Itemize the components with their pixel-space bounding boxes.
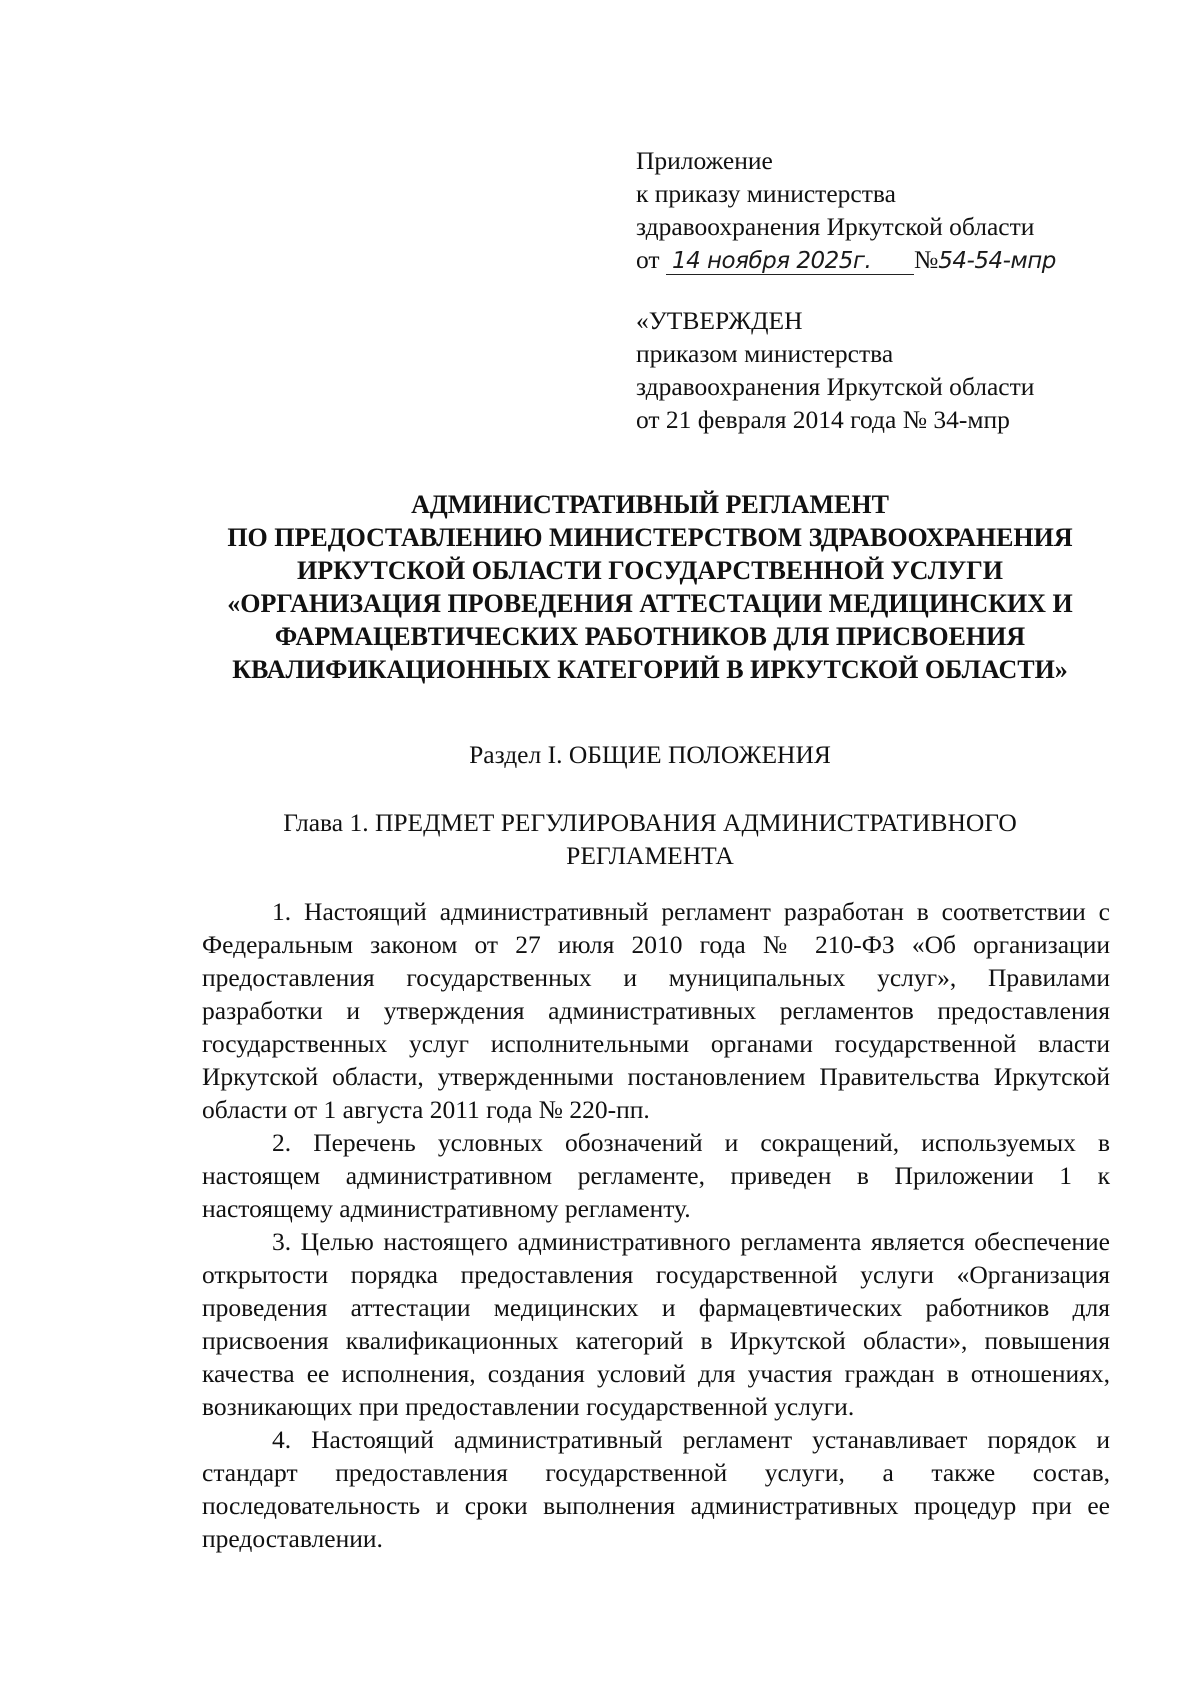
approved-line-3: здравоохранения Иркутской области	[636, 372, 1035, 401]
order-number-label: №	[913, 245, 939, 274]
title-line: ФАРМАЦЕВТИЧЕСКИХ РАБОТНИКОВ ДЛЯ ПРИСВОЕНИЯ	[274, 622, 1026, 651]
appendix-block	[636, 144, 1116, 276]
title-line: «ОРГАНИЗАЦИЯ ПРОВЕДЕНИЯ АТТЕСТАЦИИ МЕДИЦИНСКИХ И	[227, 589, 1073, 618]
document-title	[180, 488, 1120, 686]
title-line: ИРКУТСКОЙ ОБЛАСТИ ГОСУДАРСТВЕННОЙ УСЛУГИ	[296, 556, 1004, 585]
title-line: АДМИНИСТРАТИВНЫЙ РЕГЛАМЕНТ	[411, 490, 889, 519]
approved-line-1: «УТВЕРЖДЕН	[636, 306, 803, 335]
handwritten-order-date: 14 ноября 2025г.	[666, 248, 914, 275]
paragraph-3: 3. Целью настоящего административного регламента является обеспечение открытости порядка предоставления государственной услуги «Организация проведения аттестации медицинских и фармацевтических работников для присвоения квалификационных категорий в Иркутской области», повышения качества ее исполнения, создания условий для участия граждан в отношениях, возникающих при предоставлении государственной услуги.	[202, 1227, 1110, 1421]
chapter-heading-line-1: Глава 1. ПРЕДМЕТ РЕГУЛИРОВАНИЯ АДМИНИСТРАТИВНОГО	[283, 808, 1017, 837]
chapter-heading-line-2: РЕГЛАМЕНТА	[566, 841, 734, 870]
approved-block	[636, 304, 1116, 436]
appendix-line-1: Приложение	[636, 146, 773, 175]
handwritten-order-number: 54-54-мпр	[938, 248, 1056, 274]
appendix-line-3: здравоохранения Иркутской области	[636, 212, 1035, 241]
approved-line-4: от 21 февраля 2014 года № 34-мпр	[636, 405, 1010, 434]
appendix-line-2: к приказу министерства	[636, 179, 896, 208]
chapter-heading	[180, 806, 1120, 872]
paragraph-1: 1. Настоящий административный регламент разработан в соответствии с Федеральным законом от 27 июля 2010 года № 210-ФЗ «Об организации предоставления государственных и муниципальных услуг», Правилами разработки и утверждения административных регламентов предоставления государственных услуг исполнительными органами государственной власти Иркутской области, утвержденными постановлением Правительства Иркутской области от 1 августа 2011 года № 220-пп.	[202, 897, 1110, 1124]
title-line: КВАЛИФИКАЦИОННЫХ КАТЕГОРИЙ В ИРКУТСКОЙ ОБЛАСТИ»	[232, 655, 1068, 684]
order-prefix: от	[636, 245, 660, 274]
body-text	[202, 895, 1110, 1555]
paragraph-4: 4. Настоящий административный регламент устанавливает порядок и стандарт предоставления государственной услуги, а также состав, последовательность и сроки выполнения административных процедур при ее предоставлении.	[202, 1425, 1110, 1553]
order-reference-line	[636, 243, 1116, 276]
title-line: ПО ПРЕДОСТАВЛЕНИЮ МИНИСТЕРСТВОМ ЗДРАВООХРАНЕНИЯ	[227, 523, 1073, 552]
section-heading: Раздел I. ОБЩИЕ ПОЛОЖЕНИЯ	[469, 740, 831, 769]
approved-line-2: приказом министерства	[636, 339, 894, 368]
paragraph-2: 2. Перечень условных обозначений и сокращений, используемых в настоящем административном регламенте, приведен в Приложении 1 к настоящему административному регламенту.	[202, 1128, 1110, 1223]
